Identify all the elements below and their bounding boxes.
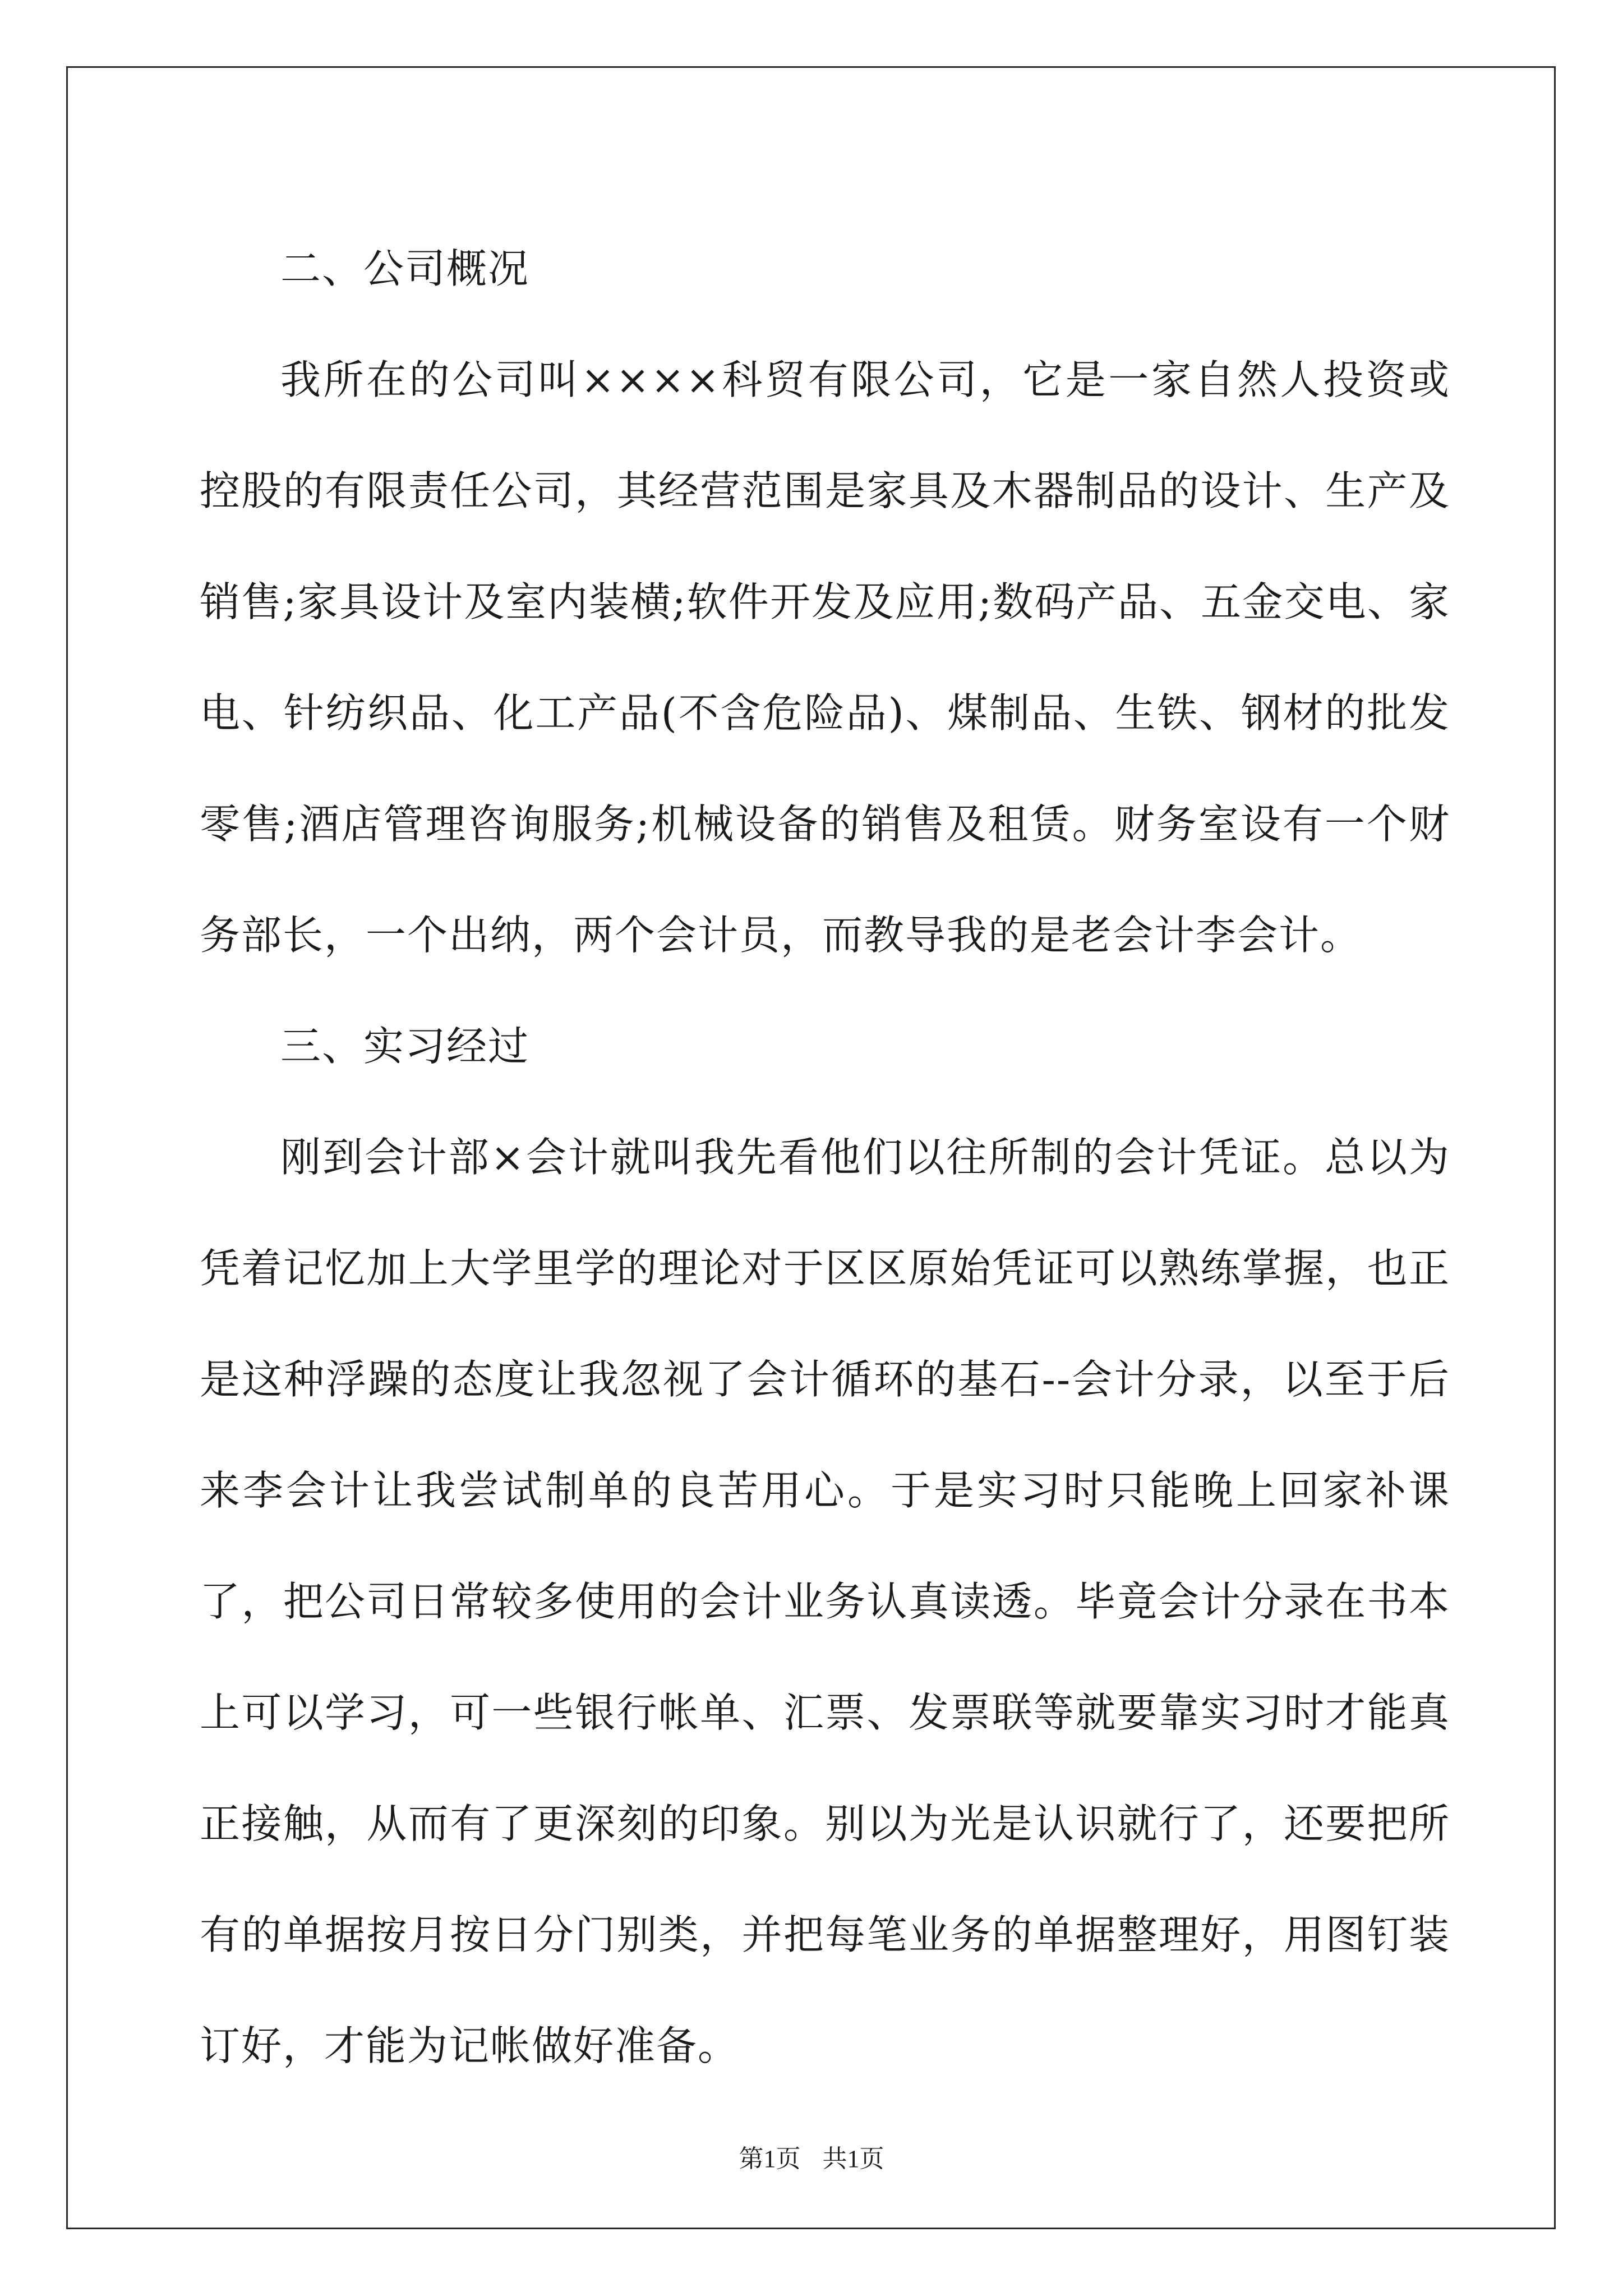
section-heading-company-overview: 二、公司概况	[280, 245, 530, 292]
section-heading-internship-process: 三、实习经过	[280, 1023, 530, 1070]
paragraph-internship-process: 刚到会计部×会计就叫我先看他们以往所制的会计凭证。总以为凭着记忆加上大学里学的理论对于区区原始凭证可以熟练掌握，也正是这种浮躁的态度让我忽视了会计循环的基石--会计分录，以至于后来李会计让我尝试制单的良苦用心。于是实习时只能晚上回家补课了，把公司日常较多使用的会计业务认真读透。毕竟会计分录在书本上可以学习，可一些银行帐单、汇票、发票联等就要靠实习时才能真正接触，从而有了更深刻的印象。别以为光是认识就行了，还要把所有的单据按月按日分门别类，并把每笔业务的单据整理好，用图钉装订好，才能为记帐做好准备。	[200, 1134, 1450, 2069]
page-number: 第1页	[739, 2145, 801, 2173]
page-footer	[0, 2138, 1623, 2174]
paragraph-company-overview: 我所在的公司叫××××科贸有限公司，它是一家自然人投资或控股的有限责任公司，其经营范围是家具及木器制品的设计、生产及销售;家具设计及室内装横;软件开发及应用;数码产品、五金交电、家电、针纺织品、化工产品(不含危险品)、煤制品、生铁、钢材的批发零售;酒店管理咨询服务;机械设备的销售及租赁。财务室设有一个财务部长，一个出纳，两个会计员，而教导我的是老会计李会计。	[200, 356, 1450, 959]
document-body	[200, 213, 1450, 2101]
page-total: 共1页	[822, 2145, 884, 2173]
